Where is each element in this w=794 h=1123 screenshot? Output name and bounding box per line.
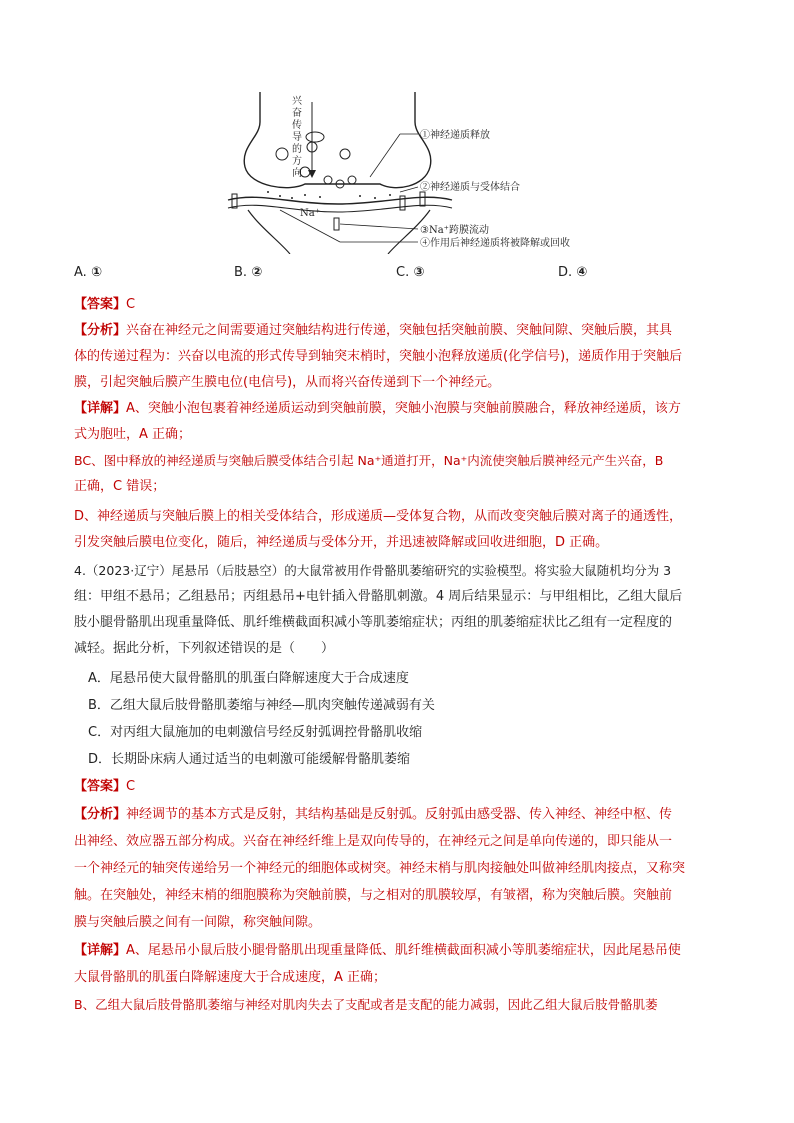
callout-4: ④作用后神经递质将被降解或回收 (420, 238, 570, 249)
analysis-line: 【分析】兴奋在神经元之间需要通过突触结构进行传递，突触包括突触前膜、突触间隙、突触后膜，其具 (74, 323, 673, 338)
answer-line-2: 【答案】C (74, 779, 136, 794)
detail-line: B、乙组大鼠后肢骨骼肌萎缩与神经对肌肉失去了支配或者是支配的能力减弱，因此乙组大鼠后肢骨骼肌萎 (74, 997, 658, 1012)
detail-line: 式为胞吐，A 正确； (74, 427, 192, 442)
detail-line: 【详解】A、突触小泡包裹着神经递质运动到突触前膜，突触小泡膜与突触前膜融合，释放神经递质，该方 (74, 401, 681, 416)
analysis-line: 膜，引起突触后膜产生膜电位(电信号)，从而将兴奋传递到下一个神经元。 (74, 375, 501, 390)
callout-1: ①神经递质释放 (420, 130, 490, 141)
svg-text:方: 方 (292, 156, 302, 167)
callout-2: ②神经递质与受体结合 (420, 182, 520, 193)
option-d: D. ④ (558, 265, 588, 280)
svg-text:传: 传 (292, 120, 302, 131)
detail-line: 大鼠骨骼肌的肌蛋白降解速度大于合成速度，A 正确； (74, 970, 387, 985)
na-label: Na⁺ (300, 208, 320, 219)
callout-3: ③Na⁺跨膜流动 (420, 225, 489, 236)
analysis-line: 出神经、效应器五部分构成。兴奋在神经纤维上是双向传导的，在神经元之间是单向传递的，即只能从一 (74, 834, 673, 849)
svg-text:导: 导 (292, 132, 302, 143)
analysis-line: 触。在突触处，神经末梢的细胞膜称为突触前膜，与之相对的肌膜较厚，有皱褶，称为突触后膜。突触前 (74, 888, 673, 903)
svg-text:奋: 奋 (292, 108, 302, 119)
analysis-line: 体的传递过程为：兴奋以电流的形式传导到轴突末梢时，突触小泡释放递质(化学信号)，递质作用于突触后 (74, 349, 683, 364)
synapse-diagram (220, 92, 590, 254)
option-b: B. ② (234, 265, 263, 280)
choice-b: B．乙组大鼠后肢骨骼肌萎缩与神经—肌肉突触传递减弱有关 (88, 698, 435, 713)
detail-line: 正确，C 错误； (74, 479, 166, 494)
detail-line: 【详解】A、尾悬吊小鼠后肢小腿骨骼肌出现重量降低、肌纤维横截面积减小等肌萎缩症状，因此尾悬吊使 (74, 943, 681, 958)
analysis-line: 膜与突触后膜之间有一间隙，称突触间隙。 (74, 915, 322, 930)
option-c: C. ③ (396, 265, 425, 280)
options-row (74, 265, 714, 285)
choice-c: C．对丙组大鼠施加的电刺激信号经反射弧调控骨骼肌收缩 (88, 725, 423, 740)
choice-a: A．尾悬吊使大鼠骨骼肌的肌蛋白降解速度大于合成速度 (88, 671, 409, 686)
answer-line-1: 【答案】C (74, 297, 136, 312)
direction-label (292, 95, 303, 179)
question-stem-line: 4.（2023·辽宁）尾悬吊（后肢悬空）的大鼠常被用作骨骼肌萎缩研究的实验模型。将实验大鼠随机均分为 3 (74, 563, 672, 578)
question-stem-line: 减轻。据此分析，下列叙述错误的是（ ） (74, 641, 335, 656)
analysis-line: 【分析】神经调节的基本方式是反射，其结构基础是反射弧。反射弧由感受器、传入神经、神经中枢、传 (74, 807, 673, 822)
option-a: A. ① (74, 265, 102, 280)
question-stem-line: 组：甲组不悬吊；乙组悬吊；丙组悬吊+电针插入骨骼肌刺激。4 周后结果显示：与甲组相比，乙组大鼠后 (74, 589, 683, 604)
detail-line: 引发突触后膜电位变化，随后，神经递质与受体分开，并迅速被降解或回收进细胞，D 正确。 (74, 535, 609, 550)
svg-text:兴: 兴 (292, 96, 302, 107)
question-stem-line: 肢小腿骨骼肌出现重量降低、肌纤维横截面积减小等肌萎缩症状；丙组的肌萎缩症状比乙组有一定程度的 (74, 615, 673, 630)
detail-line: BC、图中释放的神经递质与突触后膜受体结合引起 Na⁺通道打开，Na⁺内流使突触后膜神经元产生兴奋，B (74, 453, 664, 468)
analysis-line: 一个神经元的轴突传递给另一个神经元的细胞体或树突。神经末梢与肌肉接触处叫做神经肌肉接点，又称突 (74, 861, 686, 876)
svg-text:的: 的 (292, 144, 302, 155)
choice-d: D．长期卧床病人通过适当的电刺激可能缓解骨骼肌萎缩 (88, 752, 411, 767)
svg-text:向: 向 (292, 168, 302, 179)
synapse-figure (220, 92, 590, 254)
detail-line: D、神经递质与突触后膜上的相关受体结合，形成递质—受体复合物，从而改变突触后膜对离子的通透性， (74, 509, 683, 524)
